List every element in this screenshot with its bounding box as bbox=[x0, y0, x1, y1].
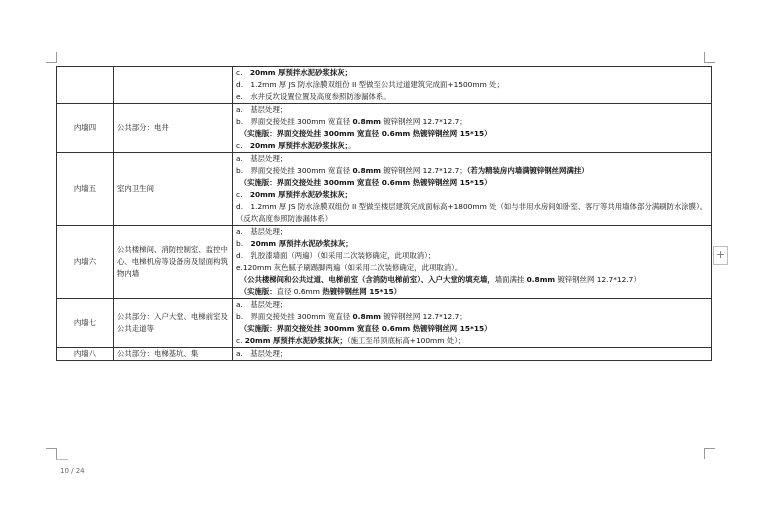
spec-line: （反坎高度参照防渗漏体系） bbox=[236, 214, 333, 223]
area-cell: 公共部分：入户大堂、电梯前室及公共走道等 bbox=[114, 299, 233, 348]
spec-line: a. 基层处理； bbox=[236, 300, 288, 309]
page-footer-divider bbox=[56, 459, 68, 460]
spec-line: d. 1.2mm 厚 JS 防水涂膜双组份 II 型做至公共过道建筑完成面+1500mm 处； bbox=[236, 80, 504, 89]
area-cell: 公共部分：电井 bbox=[114, 104, 233, 153]
wall-code-cell: 内墙八 bbox=[57, 348, 114, 361]
spec-line: （公共楼梯间和公共过道、电梯前室（含消防电梯前室）、入户大堂的填充墙，墙面满挂 0.8mm 镀锌钢丝网 12.7*12.7） bbox=[243, 275, 641, 284]
area-cell: 公共部分：电梯基坑、集 bbox=[114, 348, 233, 361]
table-row bbox=[57, 299, 712, 348]
area-cell bbox=[114, 67, 233, 104]
crop-mark bbox=[704, 52, 715, 63]
spec-line: a. 基层处理； bbox=[236, 154, 288, 163]
area-cell: 室内卫生间 bbox=[114, 153, 233, 226]
page-number: 10 / 24 bbox=[60, 467, 85, 475]
spec-line: （实施版：界面交接处挂 300mm 宽直径 0.6mm 热镀锌钢丝网 15*15） bbox=[243, 324, 492, 333]
table-row bbox=[57, 348, 712, 361]
table-row bbox=[57, 226, 712, 299]
wall-code-cell: 内墙七 bbox=[57, 299, 114, 348]
spec-line: b. 界面交接处挂 300mm 宽直径 0.8mm 镀锌钢丝网 12.7*12.7； bbox=[236, 312, 467, 321]
spec-line: c. 20mm 厚预拌水泥砂浆抹灰；。 bbox=[236, 141, 356, 150]
spec-line: e. 水井反坎设置位置及高度参照防渗漏体系。 bbox=[236, 92, 391, 101]
table-row bbox=[57, 104, 712, 153]
spec-cell bbox=[233, 153, 712, 226]
spec-line: a. 基层处理； bbox=[236, 105, 288, 114]
spec-line: d. 1.2mm 厚 JS 防水涂膜双组份 II 型做至楼层建筑完成面标高+1800mm 处（如与非用水房间如卧室、客厅等共用墙体部分满刷防水涂膜）。 bbox=[236, 202, 708, 211]
wall-code-cell bbox=[57, 67, 114, 104]
table-row bbox=[57, 67, 712, 104]
spec-cell bbox=[233, 348, 712, 361]
spec-cell bbox=[233, 299, 712, 348]
wall-code-cell: 内墙六 bbox=[57, 226, 114, 299]
spec-line: （实施版：直径 0.6mm 热镀锌钢丝网 15*15） bbox=[243, 287, 402, 296]
spec-line: b. 界面交接处挂 300mm 宽直径 0.8mm 镀锌钢丝网 12.7*12.7；（若为精装房内墙满镀锌钢丝网满挂） bbox=[236, 166, 589, 175]
spec-line: c. 20mm 厚预拌水泥砂浆抹灰；（施工至吊顶底标高+100mm 处）； bbox=[236, 336, 466, 345]
add-column-button[interactable]: + bbox=[713, 246, 728, 265]
wall-code-cell: 内墙四 bbox=[57, 104, 114, 153]
spec-line: e.120mm 灰色腻子刷踢脚两遍（如采用二次装修确定，此项取消）。 bbox=[236, 263, 463, 272]
spec-cell bbox=[233, 104, 712, 153]
spec-cell bbox=[233, 226, 712, 299]
spec-line: a. 基层处理； bbox=[236, 227, 288, 236]
spec-line: b. 界面交接处挂 300mm 宽直径 0.8mm 镀锌钢丝网 12.7*12.7； bbox=[236, 117, 467, 126]
wall-code-cell: 内墙五 bbox=[57, 153, 114, 226]
crop-mark bbox=[46, 448, 57, 459]
spec-line: c. 20mm 厚预拌水泥砂浆抹灰； bbox=[236, 190, 352, 199]
spec-line: a. 基层处理； bbox=[236, 349, 288, 358]
spec-line: （实施版：界面交接处挂 300mm 宽直径 0.6mm 热镀锌钢丝网 15*15） bbox=[243, 178, 492, 187]
spec-line: c. 20mm 厚预拌水泥砂浆抹灰； bbox=[236, 68, 352, 77]
area-cell: 公共楼梯间、消防控制室、监控中心、电梯机房等设备房及屋面构筑物内墙 bbox=[114, 226, 233, 299]
crop-mark bbox=[46, 52, 57, 63]
spec-line: b. 20mm 厚预拌水泥砂浆抹灰； bbox=[236, 239, 353, 248]
spec-line: d. 乳胶漆墙面（两遍）（如采用二次装修确定，此项取消）； bbox=[236, 251, 436, 260]
table-row bbox=[57, 153, 712, 226]
crop-mark bbox=[704, 448, 715, 459]
spec-line: （实施版：界面交接处挂 300mm 宽直径 0.6mm 热镀锌钢丝网 15*15） bbox=[243, 129, 492, 138]
spec-table bbox=[56, 66, 712, 361]
spec-cell bbox=[233, 67, 712, 104]
